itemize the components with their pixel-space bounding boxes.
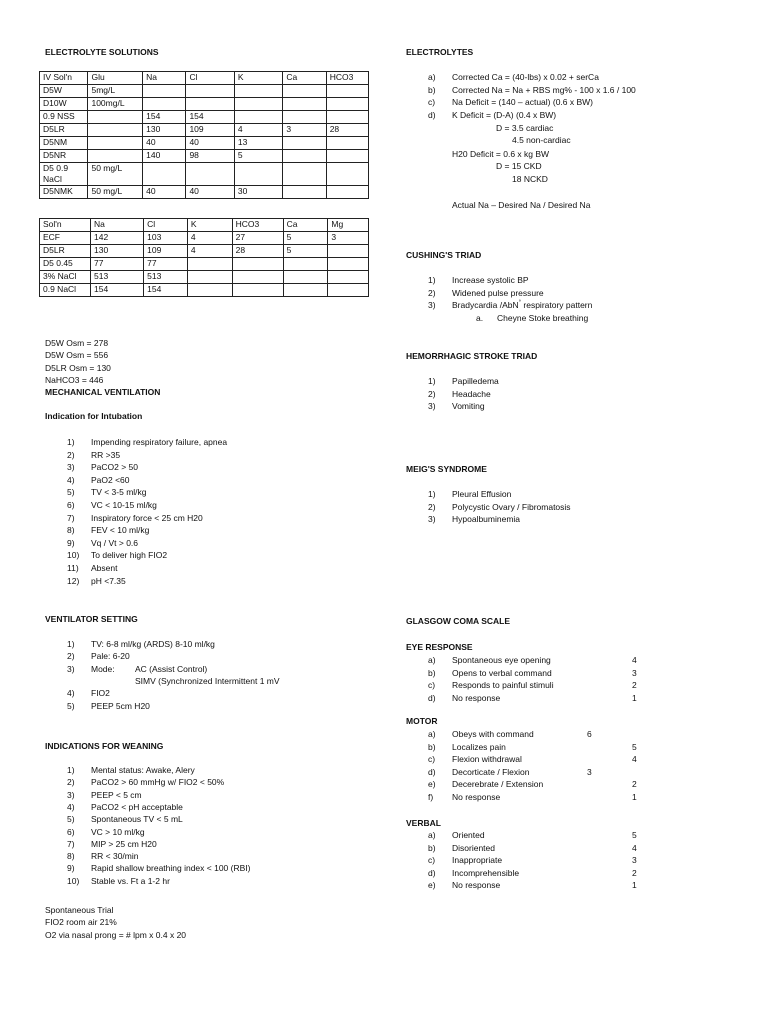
- list-number: a): [428, 72, 436, 82]
- verbal-heading: VERBAL: [406, 818, 441, 828]
- list-text: Decerebrate / Extension: [452, 779, 544, 789]
- table-cell: 0.9 NaCl: [40, 284, 91, 297]
- table-row: [40, 258, 369, 271]
- table-header-row: [40, 219, 369, 232]
- list-number: 5): [67, 814, 75, 825]
- list-text: TV: 6-8 ml/kg (ARDS) 8-10 ml/kg: [91, 639, 215, 649]
- table-cell: [283, 271, 328, 284]
- sub-list-text: Cheyne Stoke breathing: [497, 313, 589, 323]
- table-cell: [283, 258, 328, 271]
- gcs-score: 2: [632, 680, 637, 690]
- list-text: Papilledema: [452, 376, 499, 386]
- list-text: Obeys with command: [452, 729, 534, 739]
- list-number: b): [428, 842, 436, 853]
- gcs-score: 2: [632, 867, 637, 878]
- table-row: [40, 85, 369, 98]
- list-text: PEEP 5cm H20: [91, 700, 150, 711]
- list-number: 9): [67, 537, 75, 548]
- electrolytes-heading: ELECTROLYTES: [406, 47, 474, 57]
- list-number: 2): [428, 501, 436, 512]
- list-number: 10): [67, 875, 80, 886]
- list-number: a): [428, 830, 436, 840]
- list-text: Responds to painful stimuli: [452, 680, 554, 690]
- table-cell: 28: [232, 245, 283, 258]
- table-cell: 77: [91, 258, 144, 271]
- list-number: 7): [67, 512, 75, 523]
- gcs-score: 1: [632, 692, 637, 703]
- list-text: FEV < 10 ml/kg: [91, 525, 150, 536]
- table-cell: [187, 271, 232, 284]
- table-cell: 3: [328, 232, 369, 245]
- table-header-cell: IV Sol'n: [40, 72, 88, 85]
- table-row: [40, 150, 369, 163]
- table-cell: 40: [186, 186, 234, 199]
- table-cell: [232, 284, 283, 297]
- list-text: No response: [452, 791, 501, 802]
- weaning-heading: INDICATIONS FOR WEANING: [45, 741, 164, 751]
- table-cell: 130: [143, 124, 186, 137]
- gcs-score: 4: [632, 655, 637, 665]
- table-cell: D5 0.9 NaCl: [40, 163, 88, 186]
- list-number: 2): [428, 388, 436, 399]
- list-text: Vq / Vt > 0.6: [91, 537, 139, 548]
- h2o-deficit-ckd: D = 15 CKD: [496, 161, 542, 171]
- table-cell: 3% NaCl: [40, 271, 91, 284]
- list-number: 1): [67, 639, 75, 649]
- gcs-score: 5: [632, 741, 637, 752]
- table-cell: [326, 98, 368, 111]
- list-text: Increase systolic BP: [452, 275, 529, 285]
- table-row: [40, 186, 369, 199]
- table-row: [40, 232, 369, 245]
- list-number: 3): [67, 789, 75, 800]
- table-header-cell: Glu: [88, 72, 143, 85]
- table-cell: 40: [143, 137, 186, 150]
- table-row: [40, 98, 369, 111]
- list-number: 7): [67, 838, 75, 849]
- table-cell: [186, 163, 234, 186]
- list-text: Localizes pain: [452, 741, 506, 752]
- list-text: Rapid shallow breathing index < 100 (RBI): [91, 863, 251, 874]
- table-cell: [326, 186, 368, 199]
- list-number: b): [428, 667, 436, 678]
- table-cell: 100mg/L: [88, 98, 143, 111]
- list-text: Mode:: [91, 663, 115, 674]
- list-number: d): [428, 867, 436, 878]
- list-text: MIP > 25 cm H20: [91, 838, 157, 849]
- list-text: VC > 10 ml/kg: [91, 826, 145, 837]
- list-text: Mental status: Awake, Alery: [91, 765, 195, 775]
- table-cell: 27: [232, 232, 283, 245]
- list-text: Na Deficit = (140 – actual) (0.6 x BW): [452, 97, 594, 107]
- text-line: NaHCO3 = 446: [45, 374, 104, 385]
- table-header-cell: Na: [91, 219, 144, 232]
- table-cell: 109: [186, 124, 234, 137]
- list-number: 10): [67, 550, 80, 561]
- table-cell: [234, 85, 282, 98]
- table-cell: [283, 98, 326, 111]
- table-cell: [326, 163, 368, 186]
- table-cell: 3: [283, 124, 326, 137]
- table-header-cell: HCO3: [232, 219, 283, 232]
- table-cell: [143, 85, 186, 98]
- table-cell: [88, 111, 143, 124]
- table-cell: 109: [144, 245, 188, 258]
- table-cell: [328, 284, 369, 297]
- table-cell: [328, 258, 369, 271]
- actual-na-formula: Actual Na – Desired Na / Desired Na: [452, 200, 591, 210]
- list-text: PaCO2 > 50: [91, 462, 139, 473]
- table-row: [40, 163, 369, 186]
- list-number: 2): [67, 777, 75, 788]
- list-text: Inappropriate: [452, 855, 503, 865]
- table-cell: [186, 98, 234, 111]
- table-header-row: [40, 72, 369, 85]
- list-text: Decorticate / Flexion: [452, 766, 530, 777]
- list-number: d): [428, 692, 436, 703]
- list-text: Vomiting: [452, 401, 485, 411]
- list-number: e): [428, 779, 436, 789]
- list-text: Headache: [452, 388, 491, 399]
- list-number: 3): [67, 663, 75, 674]
- h2o-deficit-nckd: 18 NCKD: [512, 174, 548, 184]
- table-cell: 98: [186, 150, 234, 163]
- table-cell: 0.9 NSS: [40, 111, 88, 124]
- table-cell: 5: [234, 150, 282, 163]
- table-header-cell: Cl: [144, 219, 188, 232]
- list-number: 6): [67, 826, 75, 837]
- list-number: f): [428, 791, 434, 802]
- list-number: 8): [67, 851, 75, 862]
- text-line: D5W Osm = 556: [45, 350, 109, 361]
- table-header-cell: K: [187, 219, 232, 232]
- list-number: d): [428, 109, 436, 120]
- gcs-score: 3: [632, 855, 637, 865]
- list-text: Pleural Effusion: [452, 489, 512, 499]
- list-text: RR >35: [91, 449, 121, 460]
- table-cell: [187, 284, 232, 297]
- degree-superscript: °: [518, 300, 522, 307]
- list-text: PEEP < 5 cm: [91, 789, 142, 800]
- table-header-cell: Na: [143, 72, 186, 85]
- list-text: Corrected Na = Na + RBS mg% - 100 x 1.6 / 100: [452, 84, 636, 95]
- mechanical-ventilation-heading: MECHANICAL VENTILATION: [45, 387, 161, 397]
- table-cell: 513: [144, 271, 188, 284]
- cushing-suffix: respiratory pattern: [521, 300, 593, 310]
- table-header-cell: Sol'n: [40, 219, 91, 232]
- list-number: 5): [67, 487, 75, 498]
- table-cell: D5 0.45: [40, 258, 91, 271]
- table-cell: 5: [283, 245, 328, 258]
- list-number: c): [428, 754, 436, 764]
- eye-response-heading: EYE RESPONSE: [406, 642, 473, 652]
- table-cell: [283, 85, 326, 98]
- table-cell: [326, 85, 368, 98]
- iv-solutions-table: [39, 71, 369, 199]
- list-text: Inspiratory force < 25 cm H20: [91, 512, 203, 523]
- table-cell: 50 mg/L: [88, 163, 143, 186]
- table-cell: 5mg/L: [88, 85, 143, 98]
- list-number: 9): [67, 863, 75, 874]
- table-row: [40, 137, 369, 150]
- table-cell: 513: [91, 271, 144, 284]
- list-number: b): [428, 741, 436, 752]
- table-row: [40, 124, 369, 137]
- list-number: 6): [67, 500, 75, 510]
- table-header-cell: Ca: [283, 219, 328, 232]
- list-text: Hypoalbuminemia: [452, 514, 521, 524]
- list-number: 1): [428, 489, 436, 499]
- list-text: FIO2: [91, 688, 110, 699]
- table-cell: [234, 98, 282, 111]
- list-number: 2): [67, 651, 75, 662]
- text-line: D5W Osm = 278: [45, 338, 109, 348]
- gcs-score: 6: [587, 729, 592, 739]
- table-cell: 154: [144, 284, 188, 297]
- table-cell: 103: [144, 232, 188, 245]
- table-cell: 130: [91, 245, 144, 258]
- k-deficit-d-cardiac: D = 3.5 cardiac: [496, 123, 554, 133]
- list-number: 8): [67, 525, 75, 536]
- table-cell: [283, 284, 328, 297]
- table-cell: D5LR: [40, 245, 91, 258]
- list-text: PaCO2 > 60 mmHg w/ FIO2 < 50%: [91, 777, 225, 788]
- list-number: 4): [67, 801, 75, 812]
- list-number: a): [428, 655, 436, 665]
- list-number: 12): [67, 575, 80, 586]
- list-number: c): [428, 97, 436, 107]
- list-text: Spontaneous TV < 5 mL: [91, 814, 183, 825]
- table-cell: 154: [143, 111, 186, 124]
- list-number: 1): [67, 765, 75, 775]
- text-line: FIO2 room air 21%: [45, 917, 117, 928]
- list-text: VC < 10-15 ml/kg: [91, 500, 157, 510]
- table-cell: [328, 245, 369, 258]
- list-number: 3): [428, 300, 436, 310]
- list-text: pH <7.35: [91, 575, 126, 586]
- table-cell: 140: [143, 150, 186, 163]
- gcs-score: 5: [632, 830, 637, 840]
- table-cell: 13: [234, 137, 282, 150]
- list-text: Widened pulse pressure: [452, 287, 544, 298]
- list-number: 2): [428, 287, 436, 298]
- table-cell: 4: [234, 124, 282, 137]
- table-cell: D5NR: [40, 150, 88, 163]
- gcs-heading: GLASGOW COMA SCALE: [406, 616, 511, 626]
- text-line: O2 via nasal prong = # lpm x 0.4 x 20: [45, 929, 187, 940]
- list-text: K Deficit = (D-A) (0.4 x BW): [452, 109, 557, 120]
- list-number: 1): [428, 275, 436, 285]
- list-number: e): [428, 880, 436, 890]
- table-row: [40, 245, 369, 258]
- table-cell: [186, 85, 234, 98]
- gcs-score: 1: [632, 791, 637, 802]
- list-number: 1): [428, 376, 436, 386]
- list-number: c): [428, 855, 436, 865]
- electrolyte-solutions-heading: ELECTROLYTE SOLUTIONS: [45, 47, 159, 57]
- motor-heading: MOTOR: [406, 716, 438, 726]
- table-cell: 40: [143, 186, 186, 199]
- table-cell: 77: [144, 258, 188, 271]
- table-cell: 50 mg/L: [88, 186, 143, 199]
- list-text: PaO2 <60: [91, 474, 130, 485]
- list-text: Flexion withdrawal: [452, 754, 522, 764]
- list-number: 5): [67, 700, 75, 711]
- list-number: 4): [67, 688, 75, 699]
- list-text: PaCO2 < pH acceptable: [91, 801, 183, 812]
- list-number: a): [428, 729, 436, 739]
- table-header-cell: HCO3: [326, 72, 368, 85]
- solutions-composition-table: [39, 218, 369, 297]
- table-cell: D10W: [40, 98, 88, 111]
- table-cell: [232, 271, 283, 284]
- h2o-deficit: H20 Deficit = 0.6 x kg BW: [452, 149, 550, 159]
- list-number: 11): [67, 563, 79, 573]
- hemorrhagic-heading: HEMORRHAGIC STROKE TRIAD: [406, 351, 538, 361]
- list-text: Bradycardia /AbN° respiratory pattern: [452, 300, 593, 310]
- table-cell: [88, 137, 143, 150]
- text-line: Spontaneous Trial: [45, 905, 114, 915]
- gcs-score: 3: [632, 667, 637, 678]
- list-number: 2): [67, 449, 75, 460]
- list-number: 3): [67, 462, 75, 473]
- list-text: Corrected Ca = (40-lbs) x 0.02 + serCa: [452, 72, 599, 82]
- list-text: No response: [452, 880, 501, 890]
- meig-heading: MEIG'S SYNDROME: [406, 464, 487, 474]
- table-header-cell: Ca: [283, 72, 326, 85]
- ventilator-setting-heading: VENTILATOR SETTING: [45, 614, 138, 624]
- gcs-score: 3: [587, 766, 592, 777]
- list-text: Stable vs. Ft a 1-2 hr: [91, 875, 170, 886]
- gcs-score: 1: [632, 880, 637, 890]
- table-header-cell: K: [234, 72, 282, 85]
- table-row: [40, 271, 369, 284]
- table-cell: ECF: [40, 232, 91, 245]
- table-cell: [283, 111, 326, 124]
- k-deficit-d-noncardiac: 4.5 non-cardiac: [512, 135, 571, 145]
- table-cell: [88, 124, 143, 137]
- table-cell: [283, 186, 326, 199]
- list-number: b): [428, 84, 436, 95]
- list-text: Opens to verbal command: [452, 667, 552, 678]
- list-number: c): [428, 680, 436, 690]
- table-cell: 154: [91, 284, 144, 297]
- table-cell: 4: [187, 245, 232, 258]
- table-cell: [232, 258, 283, 271]
- table-cell: 28: [326, 124, 368, 137]
- table-cell: D5NM: [40, 137, 88, 150]
- list-number: 3): [428, 514, 436, 524]
- table-cell: [88, 150, 143, 163]
- list-text: Polycystic Ovary / Fibromatosis: [452, 501, 571, 512]
- table-cell: D5W: [40, 85, 88, 98]
- table-cell: [234, 163, 282, 186]
- table-cell: [326, 137, 368, 150]
- table-cell: [326, 111, 368, 124]
- table-row: [40, 284, 369, 297]
- list-text-secondary: SIMV (Synchronized Intermittent 1 mV: [135, 675, 280, 686]
- table-header-cell: Cl: [186, 72, 234, 85]
- list-number: d): [428, 766, 436, 777]
- list-text: Oriented: [452, 830, 485, 840]
- sub-list-number: a.: [476, 313, 484, 323]
- list-text: RR < 30/min: [91, 851, 139, 862]
- list-text: Impending respiratory failure, apnea: [91, 437, 228, 447]
- list-text-secondary: AC (Assist Control): [135, 663, 208, 674]
- table-header-cell: Mg: [328, 219, 369, 232]
- list-text: Absent: [91, 563, 118, 573]
- list-text: Spontaneous eye opening: [452, 655, 551, 665]
- list-text: No response: [452, 692, 501, 703]
- gcs-score: 2: [632, 779, 637, 789]
- table-cell: 30: [234, 186, 282, 199]
- table-cell: [234, 111, 282, 124]
- list-number: 4): [67, 474, 75, 485]
- list-text: Disoriented: [452, 842, 495, 853]
- table-cell: 142: [91, 232, 144, 245]
- list-number: 1): [67, 437, 75, 447]
- table-cell: [283, 137, 326, 150]
- table-row: [40, 111, 369, 124]
- intubation-heading: Indication for Intubation: [45, 411, 143, 421]
- table-cell: D5NMK: [40, 186, 88, 199]
- table-cell: [283, 150, 326, 163]
- table-cell: 4: [187, 232, 232, 245]
- cushing-heading: CUSHING'S TRIAD: [406, 250, 482, 260]
- list-text: Pale: 6-20: [91, 651, 130, 662]
- table-cell: [326, 150, 368, 163]
- list-text: To deliver high FIO2: [91, 550, 168, 561]
- gcs-score: 4: [632, 754, 637, 764]
- table-cell: [143, 163, 186, 186]
- table-cell: 5: [283, 232, 328, 245]
- gcs-score: 4: [632, 842, 637, 853]
- table-cell: [283, 163, 326, 186]
- list-text: Incomprehensible: [452, 867, 520, 878]
- text-line: D5LR Osm = 130: [45, 362, 111, 373]
- list-number: 3): [428, 401, 436, 411]
- table-cell: [187, 258, 232, 271]
- list-text: TV < 3-5 ml/kg: [91, 487, 147, 498]
- table-cell: [143, 98, 186, 111]
- table-cell: 154: [186, 111, 234, 124]
- table-cell: [328, 271, 369, 284]
- table-cell: D5LR: [40, 124, 88, 137]
- table-cell: 40: [186, 137, 234, 150]
